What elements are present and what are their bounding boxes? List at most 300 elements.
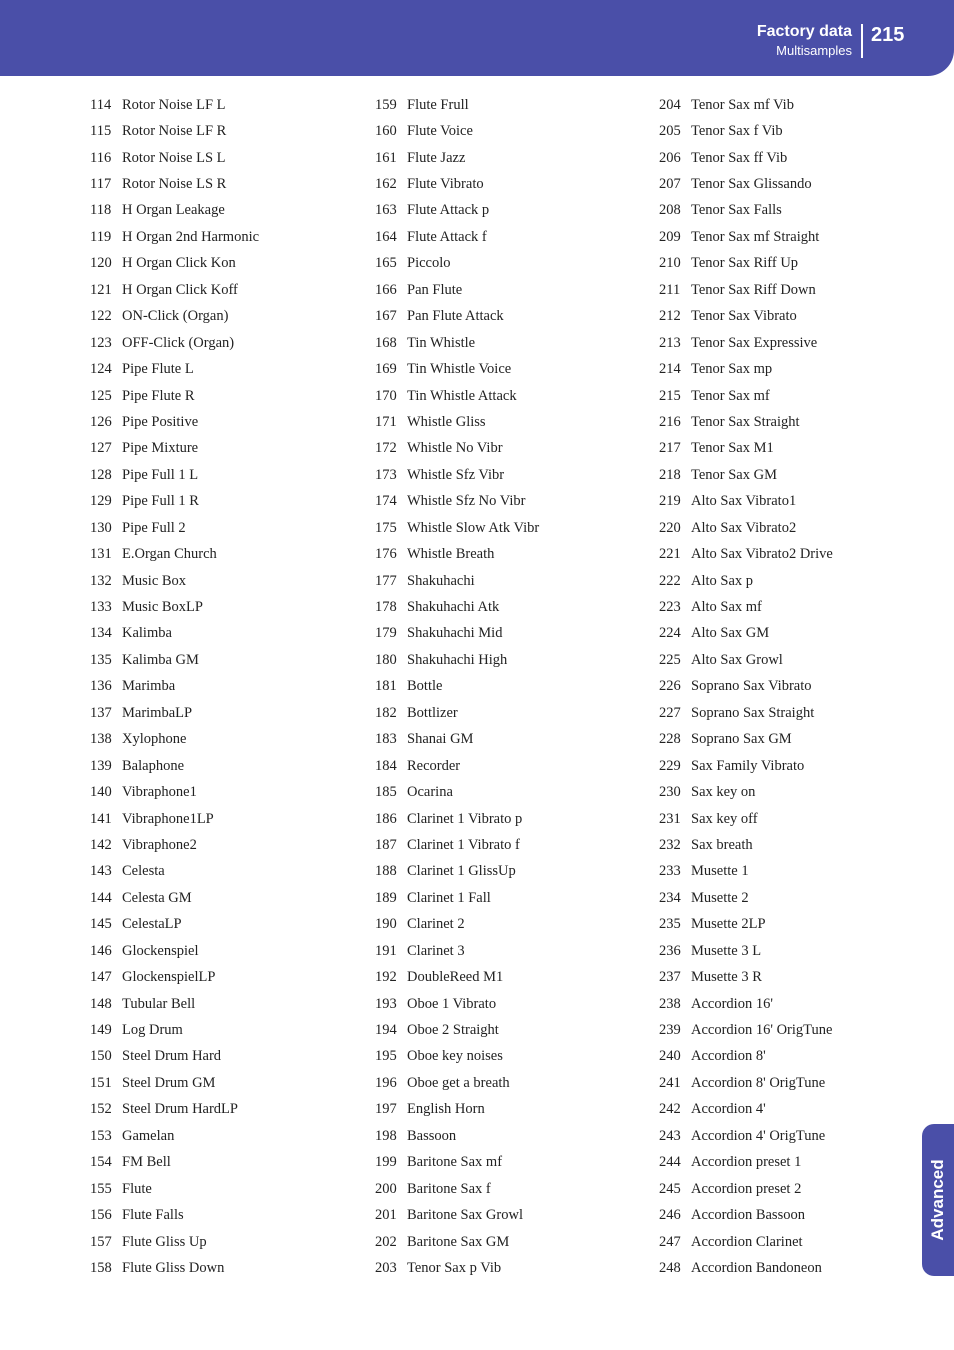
multisample-number: 145 (90, 916, 112, 933)
multisample-number: 177 (375, 572, 397, 589)
list-item (90, 1070, 360, 1096)
multisample-number: 193 (375, 995, 397, 1012)
multisample-number: 162 (375, 176, 397, 193)
multisample-name: Alto Sax Vibrato2 Drive (691, 546, 833, 563)
multisample-name: Tenor Sax mp (691, 361, 773, 378)
list-item (90, 92, 360, 118)
multisample-number: 179 (375, 625, 397, 642)
list-item (659, 1097, 939, 1123)
list-item (659, 674, 939, 700)
list-item (375, 330, 645, 356)
multisample-name: Clarinet 2 (407, 916, 465, 933)
multisample-name: Flute Attack f (407, 228, 487, 245)
list-item (90, 1229, 360, 1255)
list-item (90, 251, 360, 277)
list-item (375, 594, 645, 620)
multisample-number: 198 (375, 1127, 397, 1144)
multisample-number: 163 (375, 202, 397, 219)
list-item (659, 145, 939, 171)
header-title: Factory data (756, 23, 852, 40)
multisample-number: 140 (90, 784, 112, 801)
multisample-number: 211 (659, 281, 681, 298)
multisample-name: Baritone Sax f (407, 1180, 491, 1197)
multisample-number: 138 (90, 731, 112, 748)
multisample-name: Musette 2LP (691, 916, 766, 933)
multisample-name: Clarinet 1 Vibrato p (407, 810, 523, 827)
multisample-name: Whistle Sfz No Vibr (407, 493, 526, 510)
multisample-number: 132 (90, 572, 112, 589)
list-item (375, 118, 645, 144)
list-item (375, 964, 645, 990)
multisample-name: Music Box (122, 572, 187, 589)
header-subtitle: Multisamples (776, 43, 852, 58)
multisample-name: Oboe key noises (407, 1048, 503, 1065)
multisample-name: Oboe 2 Straight (407, 1022, 499, 1039)
multisample-number: 246 (659, 1207, 681, 1224)
list-item (375, 700, 645, 726)
section-tab-label: Advanced (928, 1159, 947, 1241)
multisample-name: MarimbaLP (122, 704, 193, 721)
list-item (375, 224, 645, 250)
list-item (375, 779, 645, 805)
list-item (375, 912, 645, 938)
list-item (375, 1123, 645, 1149)
multisample-name: Flute Vibrato (407, 176, 484, 193)
list-item (375, 674, 645, 700)
multisample-name: H Organ Leakage (122, 202, 225, 219)
multisample-name: Baritone Sax GM (407, 1233, 510, 1250)
multisample-name: E.Organ Church (122, 546, 217, 563)
multisample-name: Vibraphone1 (122, 784, 197, 801)
multisample-name: Tenor Sax mf Vib (691, 96, 794, 113)
list-item (90, 779, 360, 805)
multisample-number: 125 (90, 387, 112, 404)
list-item (90, 383, 360, 409)
multisample-number: 121 (90, 281, 112, 298)
multisample-number: 158 (90, 1259, 112, 1276)
list-item (90, 991, 360, 1017)
multisample-name: Tenor Sax Vibrato (691, 308, 797, 325)
multisample-name: Flute Frull (407, 96, 469, 113)
multisample-name: Musette 3 L (691, 942, 762, 959)
list-item (90, 568, 360, 594)
multisample-number: 243 (659, 1127, 681, 1144)
multisample-number: 175 (375, 519, 397, 536)
list-item (90, 621, 360, 647)
multisample-number: 173 (375, 466, 397, 483)
multisample-number: 219 (659, 493, 681, 510)
list-item (659, 1044, 939, 1070)
multisample-name: Musette 3 R (691, 969, 762, 986)
multisample-number: 197 (375, 1101, 397, 1118)
multisample-number: 117 (90, 176, 112, 193)
list-item (659, 912, 939, 938)
multisample-number: 167 (375, 308, 397, 325)
multisample-name: Tenor Sax Straight (691, 413, 800, 430)
multisample-number: 206 (659, 149, 681, 166)
multisample-name: Clarinet 1 Fall (407, 889, 491, 906)
list-item (375, 198, 645, 224)
multisample-name: Clarinet 1 Vibrato f (407, 836, 520, 853)
multisample-name: Soprano Sax GM (691, 731, 792, 748)
list-item (375, 92, 645, 118)
list-item (659, 700, 939, 726)
multisample-number: 172 (375, 440, 397, 457)
multisample-number: 176 (375, 546, 397, 563)
multisample-name: Tenor Sax mf (691, 387, 770, 404)
multisample-name: DoubleReed M1 (407, 969, 504, 986)
multisample-number: 217 (659, 440, 681, 457)
list-item (659, 753, 939, 779)
list-item (659, 330, 939, 356)
multisample-name: Bottle (407, 678, 443, 695)
multisample-number: 225 (659, 651, 681, 668)
multisample-name: Tenor Sax mf Straight (691, 228, 820, 245)
multisample-number: 240 (659, 1048, 681, 1065)
list-item (375, 383, 645, 409)
multisample-name: Whistle Slow Atk Vibr (407, 519, 540, 536)
multisample-name: Steel Drum GM (122, 1074, 216, 1091)
multisample-number: 156 (90, 1207, 112, 1224)
multisample-name: Bassoon (407, 1127, 457, 1144)
multisample-name: Shakuhachi Mid (407, 625, 503, 642)
multisample-name: Glockenspiel (122, 942, 199, 959)
list-item (375, 277, 645, 303)
list-item (375, 568, 645, 594)
multisample-name: Shakuhachi Atk (407, 599, 500, 616)
multisample-name: Tin Whistle (407, 334, 476, 351)
multisample-name: Alto Sax Growl (691, 651, 783, 668)
header-divider (861, 24, 863, 58)
multisample-name: Oboe get a breath (407, 1074, 510, 1091)
list-item (90, 145, 360, 171)
multisample-name: Steel Drum Hard (122, 1048, 222, 1065)
multisample-number: 183 (375, 731, 397, 748)
multisample-name: Pipe Positive (122, 413, 199, 430)
multisample-number: 141 (90, 810, 112, 827)
multisample-number: 233 (659, 863, 681, 880)
list-item (659, 964, 939, 990)
list-item (90, 224, 360, 250)
list-item (375, 753, 645, 779)
list-item (659, 938, 939, 964)
list-item (90, 1097, 360, 1123)
multisample-name: Soprano Sax Vibrato (691, 678, 812, 695)
multisample-number: 157 (90, 1233, 112, 1250)
multisample-name: H Organ Click Kon (122, 255, 236, 272)
multisample-number: 122 (90, 308, 112, 325)
multisample-name: Flute Jazz (407, 149, 466, 166)
multisample-number: 241 (659, 1074, 681, 1091)
multisample-column-2 (375, 92, 645, 1282)
multisample-name: Accordion 4' (691, 1101, 766, 1118)
multisample-name: Ocarina (407, 784, 453, 801)
multisample-number: 247 (659, 1233, 681, 1250)
multisample-number: 203 (375, 1259, 397, 1276)
list-item (659, 594, 939, 620)
list-item (659, 647, 939, 673)
multisample-number: 168 (375, 334, 397, 351)
list-item (659, 541, 939, 567)
multisample-name: Tenor Sax p Vib (407, 1259, 502, 1276)
multisample-number: 248 (659, 1259, 681, 1276)
multisample-name: Soprano Sax Straight (691, 704, 815, 721)
multisample-number: 151 (90, 1074, 112, 1091)
multisample-number: 202 (375, 1233, 397, 1250)
multisample-name: Tenor Sax GM (691, 466, 777, 483)
list-item (90, 832, 360, 858)
multisample-number: 159 (375, 96, 397, 113)
multisample-number: 142 (90, 836, 112, 853)
multisample-name: Steel Drum HardLP (122, 1101, 238, 1118)
list-item (90, 753, 360, 779)
multisample-name: Tenor Sax Expressive (691, 334, 818, 351)
list-item (90, 594, 360, 620)
list-item (659, 1150, 939, 1176)
multisample-number: 144 (90, 889, 112, 906)
list-item (375, 991, 645, 1017)
multisample-name: Whistle No Vibr (407, 440, 503, 457)
multisample-number: 205 (659, 123, 681, 140)
multisample-number: 123 (90, 334, 112, 351)
list-item (659, 224, 939, 250)
list-item (375, 859, 645, 885)
multisample-number: 201 (375, 1207, 397, 1224)
multisample-name: Kalimba (122, 625, 172, 642)
list-item (659, 727, 939, 753)
multisample-number: 190 (375, 916, 397, 933)
multisample-name: H Organ Click Koff (122, 281, 238, 298)
multisample-name: Flute Gliss Down (122, 1259, 225, 1276)
list-item (375, 1044, 645, 1070)
multisample-name: Music BoxLP (122, 599, 203, 616)
list-item (659, 991, 939, 1017)
multisample-name: English Horn (407, 1101, 485, 1118)
multisample-number: 187 (375, 836, 397, 853)
multisample-name: Kalimba GM (122, 651, 199, 668)
multisample-number: 194 (375, 1022, 397, 1039)
multisample-name: Pan Flute (407, 281, 463, 298)
multisample-name: Recorder (407, 757, 461, 774)
list-item (90, 330, 360, 356)
multisample-name: Accordion 4' OrigTune (691, 1127, 826, 1144)
list-item (375, 1150, 645, 1176)
multisample-name: Whistle Gliss (407, 413, 486, 430)
multisample-number: 212 (659, 308, 681, 325)
list-item (375, 1176, 645, 1202)
multisample-number: 239 (659, 1022, 681, 1039)
list-item (90, 1176, 360, 1202)
list-item (659, 1176, 939, 1202)
list-item (375, 621, 645, 647)
multisample-number: 136 (90, 678, 112, 695)
multisample-name: Accordion preset 2 (691, 1180, 802, 1197)
multisample-name: Sax breath (691, 836, 753, 853)
multisample-number: 207 (659, 176, 681, 193)
multisample-number: 178 (375, 599, 397, 616)
multisample-number: 214 (659, 361, 681, 378)
list-item (375, 145, 645, 171)
multisample-number: 128 (90, 466, 112, 483)
multisample-number: 120 (90, 255, 112, 272)
multisample-name: Pipe Flute L (122, 361, 194, 378)
multisample-number: 114 (90, 96, 112, 113)
multisample-number: 213 (659, 334, 681, 351)
multisample-number: 153 (90, 1127, 112, 1144)
list-item (375, 462, 645, 488)
list-item (90, 1044, 360, 1070)
list-item (375, 1017, 645, 1043)
list-item (90, 859, 360, 885)
multisample-number: 231 (659, 810, 681, 827)
multisample-name: Xylophone (122, 731, 187, 748)
multisample-name: Gamelan (122, 1127, 175, 1144)
multisample-name: Bottlizer (407, 704, 458, 721)
multisample-number: 218 (659, 466, 681, 483)
multisample-name: Sax key off (691, 810, 758, 827)
multisample-number: 116 (90, 149, 112, 166)
multisample-name: Celesta GM (122, 889, 192, 906)
multisample-number: 191 (375, 942, 397, 959)
list-item (90, 198, 360, 224)
multisample-number: 208 (659, 202, 681, 219)
multisample-name: Alto Sax Vibrato2 (691, 519, 797, 536)
section-tab-advanced[interactable] (922, 1124, 954, 1276)
list-item (90, 938, 360, 964)
multisample-number: 150 (90, 1048, 112, 1065)
multisample-number: 235 (659, 916, 681, 933)
list-item (375, 1097, 645, 1123)
multisample-name: Flute Gliss Up (122, 1233, 207, 1250)
list-item (90, 277, 360, 303)
multisample-number: 227 (659, 704, 681, 721)
list-item (90, 806, 360, 832)
multisample-number: 230 (659, 784, 681, 801)
multisample-name: Accordion Bassoon (691, 1207, 805, 1224)
list-item (90, 700, 360, 726)
list-item (659, 1255, 939, 1281)
multisample-name: Accordion 8' OrigTune (691, 1074, 826, 1091)
list-item (375, 541, 645, 567)
list-item (659, 356, 939, 382)
multisample-name: Tenor Sax f Vib (691, 123, 783, 140)
list-item (659, 277, 939, 303)
multisample-name: Vibraphone2 (122, 836, 197, 853)
list-item (375, 647, 645, 673)
list-item (90, 1202, 360, 1228)
multisample-name: Shakuhachi High (407, 651, 508, 668)
list-item (375, 885, 645, 911)
multisample-name: Sax Family Vibrato (691, 757, 805, 774)
multisample-number: 188 (375, 863, 397, 880)
list-item (375, 806, 645, 832)
multisample-number: 161 (375, 149, 397, 166)
multisample-number: 133 (90, 599, 112, 616)
multisample-number: 180 (375, 651, 397, 668)
list-item (659, 1070, 939, 1096)
multisample-name: Flute Attack p (407, 202, 490, 219)
multisample-name: Flute Falls (122, 1207, 184, 1224)
multisample-name: Celesta (122, 863, 165, 880)
multisample-number: 170 (375, 387, 397, 404)
page-header (0, 0, 954, 76)
list-item (659, 568, 939, 594)
multisample-name: Whistle Sfz Vibr (407, 466, 505, 483)
multisample-name: Accordion 16' (691, 995, 773, 1012)
multisample-number: 209 (659, 228, 681, 245)
list-item (90, 489, 360, 515)
multisample-name: Flute Voice (407, 123, 473, 140)
multisample-name: Rotor Noise LF R (122, 123, 227, 140)
multisample-number: 155 (90, 1180, 112, 1197)
multisample-number: 135 (90, 651, 112, 668)
list-item (375, 436, 645, 462)
multisample-name: Clarinet 1 GlissUp (407, 863, 516, 880)
multisample-number: 129 (90, 493, 112, 510)
multisample-name: Piccolo (407, 255, 451, 272)
multisample-number: 229 (659, 757, 681, 774)
multisample-number: 221 (659, 546, 681, 563)
list-item (659, 1017, 939, 1043)
list-item (659, 198, 939, 224)
list-item (90, 118, 360, 144)
list-item (659, 92, 939, 118)
multisample-name: Pipe Full 1 L (122, 466, 199, 483)
multisample-number: 210 (659, 255, 681, 272)
list-item (659, 171, 939, 197)
multisample-name: Vibraphone1LP (122, 810, 214, 827)
list-item (90, 515, 360, 541)
multisample-name: Accordion Clarinet (691, 1233, 803, 1250)
multisample-name: Marimba (122, 678, 176, 695)
page-number: 215 (871, 24, 905, 46)
multisample-number: 222 (659, 572, 681, 589)
list-item (90, 171, 360, 197)
list-item (659, 304, 939, 330)
multisample-name: Musette 1 (691, 863, 749, 880)
multisample-number: 124 (90, 361, 112, 378)
list-item (90, 1150, 360, 1176)
list-item (90, 1255, 360, 1281)
multisample-number: 226 (659, 678, 681, 695)
multisample-name: Clarinet 3 (407, 942, 465, 959)
list-item (90, 436, 360, 462)
list-item (90, 304, 360, 330)
list-item (659, 1123, 939, 1149)
multisample-name: Pan Flute Attack (407, 308, 504, 325)
multisample-number: 134 (90, 625, 112, 642)
multisample-number: 118 (90, 202, 112, 219)
list-item (90, 647, 360, 673)
multisample-number: 215 (659, 387, 681, 404)
multisample-number: 224 (659, 625, 681, 642)
list-item (659, 1229, 939, 1255)
multisample-number: 147 (90, 969, 112, 986)
multisample-number: 160 (375, 123, 397, 140)
list-item (375, 1255, 645, 1281)
multisample-number: 216 (659, 413, 681, 430)
multisample-column-1 (90, 92, 360, 1282)
multisample-name: Accordion 16' OrigTune (691, 1022, 833, 1039)
list-item (659, 832, 939, 858)
multisample-number: 236 (659, 942, 681, 959)
multisample-name: ON-Click (Organ) (122, 308, 229, 325)
multisample-number: 220 (659, 519, 681, 536)
multisample-column-3 (659, 92, 939, 1282)
multisample-number: 169 (375, 361, 397, 378)
multisample-number: 242 (659, 1101, 681, 1118)
multisample-name: Tenor Sax M1 (691, 440, 774, 457)
